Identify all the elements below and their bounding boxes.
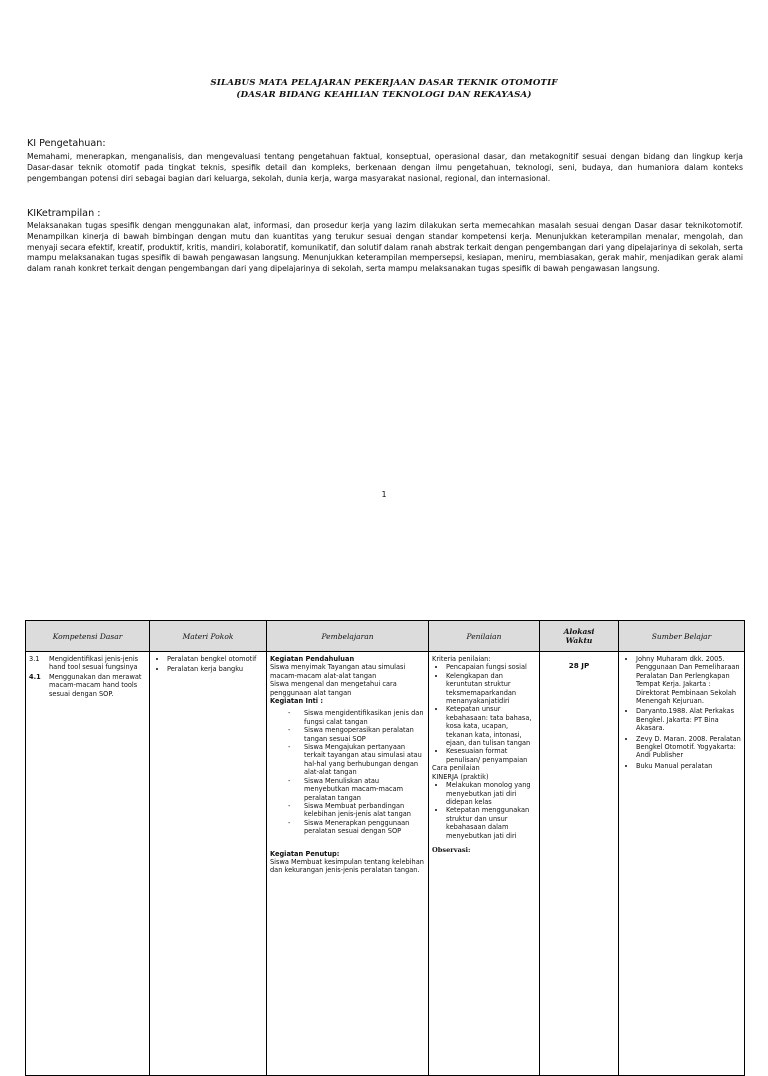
silabus-table [25,620,745,1076]
cell-materi-pokok [150,652,267,1076]
pendahuluan-title: Kegiatan Pendahuluan [270,655,355,663]
cell-penilaian [429,652,540,1076]
ki-keterampilan-heading: KIKetrampilan : [27,208,101,219]
list-item: - Siswa Menuliskan atau menyebutkan macam-macam peralatan tangan [304,777,425,802]
cell-kompetensi-dasar [26,652,150,1076]
list-item: - Siswa mengoperasikan peralatan tangan sesuai SOP [304,726,425,743]
page-number: 1 [381,490,387,499]
materi-list [153,655,263,674]
list-item: • Kesesuaian format penulisan/ penyampaian [446,747,536,764]
kriteria-title: Kriteria penilaian: [432,655,491,663]
inti-list [270,709,425,835]
penutup-title: Kegiatan Penutup: [270,849,340,858]
page-one [0,0,768,520]
kd-text: Mengidentifikasi jenis-jenis hand tool sesuai fungsinya [49,655,139,672]
sumber-list [622,655,741,770]
kd-number: 4.1 [29,672,41,681]
ki-pengetahuan-body: Memahami, menerapkan, menganalisis, dan mengevaluasi tentang pengetahuan faktual, konseptual, operasional dasar, dan metakognitif sesuai dengan bidang dan lingkup kerja Dasar-dasar teknik otomotif pada tingkat teknis, spesifik detail dan kompleks, berkenaan dengan ilmu pengetahuan, teknologi, seni, budaya, dan humaniora dalam konteks pengembangan potensi diri sebagai bagian dari keluarga, sekolah, dunia kerja, warga masyarakat nasional, regional, dan internasional. [27,152,743,183]
header-kompetensi-dasar: Kompetensi Dasar [26,621,150,652]
header-alokasi-line-2: Waktu [565,636,593,645]
kriteria-list [432,663,536,764]
cell-sumber-belajar [619,652,745,1076]
table-header-row [26,621,745,652]
header-pembelajaran: Pembelajaran [267,621,429,652]
inti-title: Kegiatan Inti : [270,697,323,706]
pendahuluan-text-2: Siswa mengenal dan mengetahui cara penggunaan alat tangan [270,680,397,697]
kd-number: 3.1 [29,655,40,663]
cell-alokasi-waktu: 28 JP [540,652,619,1076]
kinerja-list [432,781,536,840]
list-item: • Ketepatan unsur kebahasaan: tata bahasa, kosa kata, ucapan, tekanan kata, intonasi, ejaan, dan tulisan tangan [446,705,536,747]
header-alokasi-line-1: Alokasi [563,627,595,636]
kd-item [29,655,146,672]
list-item: • Kelengkapan dan keruntutan struktur teksmemaparkandan menanyakanjatidiri [446,672,536,706]
ki-keterampilan-body: Melaksanakan tugas spesifik dengan menggunakan alat, informasi, dan prosedur kerja yang lazim dilakukan serta memecahkan masalah sesuai dengan Dasar dasar teknikotomotif. Menampilkan kinerja di bawah bimbingan dengan mutu dan kuantitas yang terukur sesuai dengan standar kompetensi kerja. Menunjukkan keterampilan menalar, mengolah, dan menyaji secara efektif, kreatif, produktif, kritis, mandiri, kolaboratif, komunikatif, dan solutif dalam ranah abstrak terkait dengan pengembangan dari yang dipelajarinya di sekolah, serta mampu melaksanakan tugas spesifik di bawah pengawasan langsung. Menunjukkan keterampilan mempersepsi, kesiapan, meniru, membiasakan, gerak mahir, menjadikan gerak alami dalam ranah konkret terkait dengan pengembangan dari yang dipelajarinya di sekolah, serta mampu melaksanakan tugas spesifik di bawah pengawasan langsung. [27,221,743,274]
observasi-label: Observasi: [432,845,471,854]
list-item: - Siswa Membuat perbandingan kelebihan jenis-jenis alat tangan [304,802,425,819]
pendahuluan-text-1: Siswa menyimak Tayangan atau simulasi macam-macam alat-alat tangan [270,663,406,680]
kinerja-title: KINERJA (praktik) [432,772,489,781]
list-item: - Siswa mengidentifikasikan jenis dan fungsi calat tangan [304,709,425,726]
document-title [0,77,768,101]
kd-text: Menggunakan dan merawat macam-macam hand tools sesuai dengan SOP. [49,672,142,698]
list-item: • Peralatan kerja bangku [167,665,263,673]
cell-pembelajaran [267,652,429,1076]
list-item: • Zevy D. Maran. 2008. Peralatan Bengkel Otomotif. Yogyakarta: Andi Publisher [636,735,741,760]
list-item: - Siswa Menerapkan penggunaan peralatan sesuai dengan SOP [304,819,425,836]
list-item: • Melakukan monolog yang menyebutkan jati diri didepan kelas [446,781,536,806]
list-item: • Ketepatan menggunakan struktur dan unsur kebahasaan dalam menyebutkan jati diri [446,806,536,840]
ki-pengetahuan-heading: KI Pengetahuan: [27,138,106,149]
header-alokasi-waktu [540,621,619,652]
penutup-text: Siswa Membuat kesimpulan tentang kelebihan dan kekurangan jenis-jenis peralatan tangan. [270,857,424,875]
list-item: • Daryanto.1988. Alat Perkakas Bengkel. Jakarta: PT Bina Akasara. [636,707,741,732]
table-row [26,652,745,1076]
title-line-1: SILABUS MATA PELAJARAN PEKERJAAN DASAR TEKNIK OTOMOTIF [210,78,558,88]
list-item: • Buku Manual peralatan [636,762,741,770]
title-line-2: (DASAR BIDANG KEAHLIAN TEKNOLOGI DAN REKAYASA) [236,90,532,100]
page-break [0,520,768,620]
list-item: - Siswa Mengajukan pertanyaan terkait tayangan atau simulasi atau hal-hal yang berhubungan dengan alat-alat tangan [304,743,425,777]
list-item: • Pencapaian fungsi sosial [446,663,536,671]
header-penilaian: Penilaian [429,621,540,652]
cara-penilaian-title: Cara penilaian [432,764,480,773]
header-materi-pokok: Materi Pokok [150,621,267,652]
kd-item [29,673,146,698]
list-item: • Johny Muharam dkk. 2005. Penggunaan Dan Pemeliharaan Peralatan Dan Perlengkapan Tempat Kerja. Jakarta : Direktorat Pembinaan Sekolah Menengah Kejuruan. [636,655,741,705]
header-sumber-belajar: Sumber Belajar [619,621,745,652]
list-item: • Peralatan bengkel otomotif [167,655,263,663]
